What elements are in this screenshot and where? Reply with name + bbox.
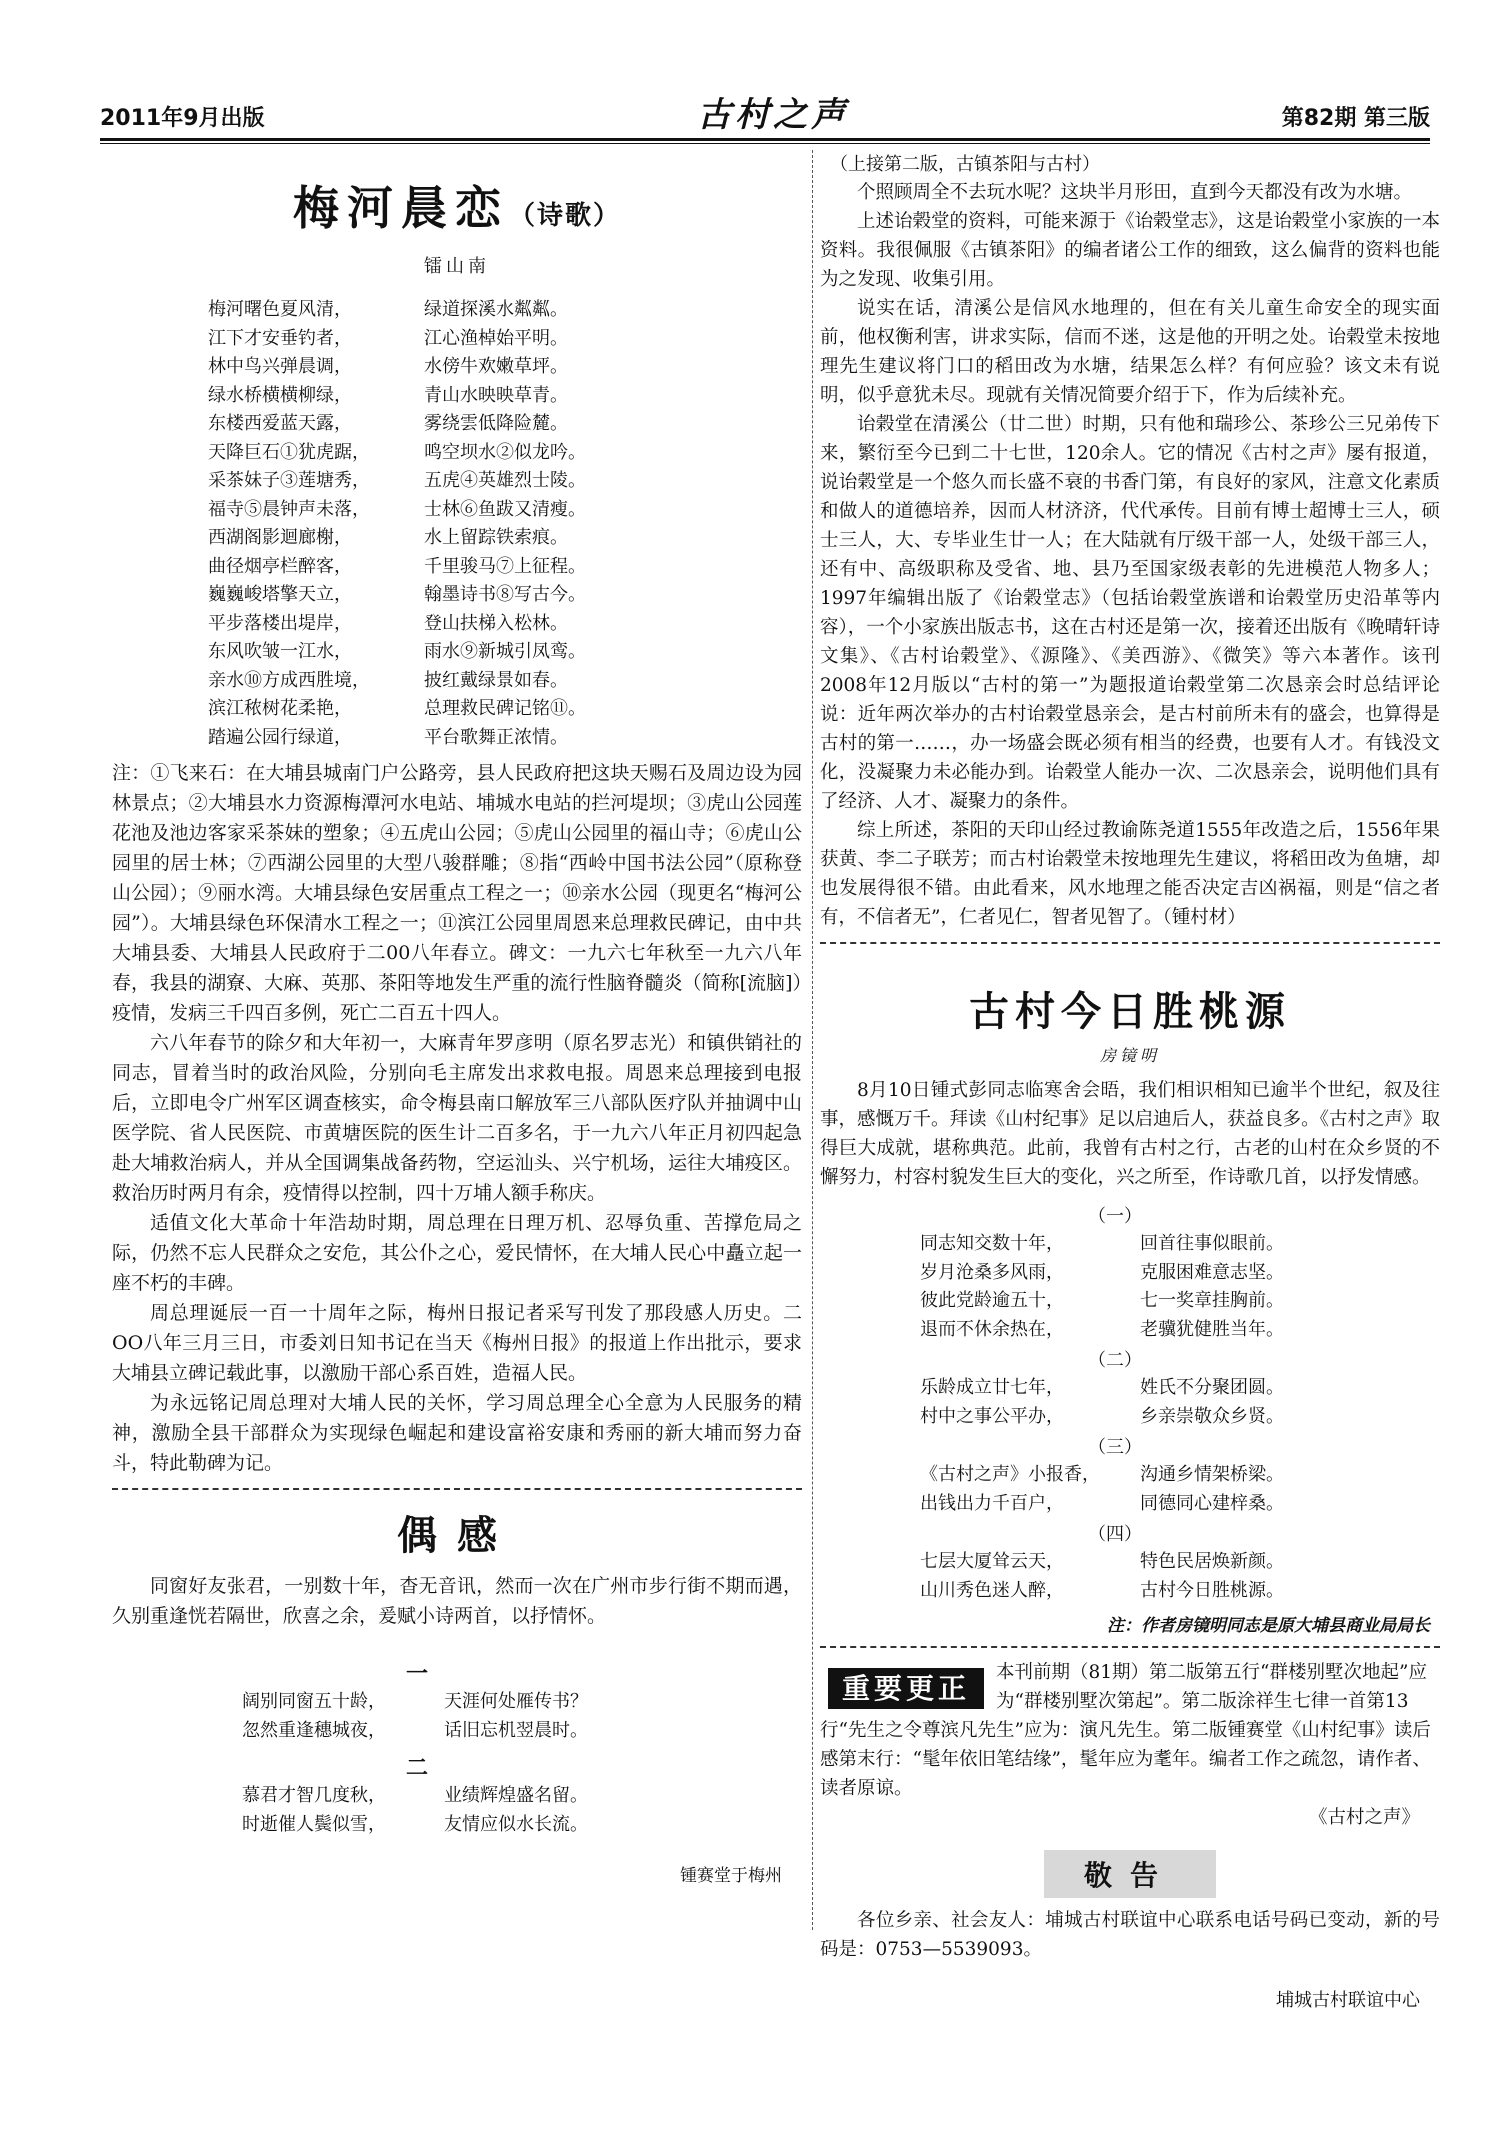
poem-line xyxy=(208,667,802,696)
paragraph: 为永远铭记周总理对大埔人民的关怀，学习周总理全心全意为人民服务的精神，激励全县干部群众为实现绿色崛起和建设富裕安康和秀丽的新大埔而努力奋斗，特此勒碑为记。 xyxy=(112,1392,802,1474)
poem3-title: 古村今日胜桃源 xyxy=(969,988,1291,1035)
poem-line-second-half: 古村今日胜桃源。 xyxy=(1140,1579,1284,1601)
poem3-section-3: （三） xyxy=(1088,1437,1142,1458)
correction-badge: 重要更正 xyxy=(828,1668,984,1709)
poem-line xyxy=(208,638,802,667)
poem-line-first-half: 七层大厦耸云天， xyxy=(920,1551,1064,1572)
poem-line-first-half: 岁月沧桑多风雨， xyxy=(920,1261,1064,1283)
section-divider xyxy=(820,1646,1440,1648)
continuation-note: （上接第二版，古镇茶阳与古村） xyxy=(830,154,1100,175)
paragraph: 诒榖堂在清溪公（廿二世）时期，只有他和瑞珍公、茶珍公三兄弟传下来，繁衍至今已到二十七世，120余人。它的情况《古村之声》屡有报道，说诒榖堂是一个悠久而长盛不衰的书香门第，有良好的家风，注意文化素质和做人的道德培养，因而人材济济，代代承传。目前有博士超博士三人，硕士三人，大、专毕业生廿一人；在大陆就有厅级干部一人，处级干部三人，还有中、高级职称及受省、地、县乃至国家级表彰的先进模范人物多人；1997年编辑出版了《诒榖堂志》（包括诒榖堂族谱和诒榖堂历史沿革等内容），一个小家族出版志书，这在古村还是第一次，接着还出版有《晚晴轩诗文集》、《古村诒榖堂》、《源隆》、《美西游》、《微笑》等六本著作。该刊2008年12月版以“古村的第一”为题报道诒榖堂第二次恳亲会时总结评论说：近年两次举办的古村诒榖堂恳亲会，是古村前所未有的盛会，也算得是古村的第一……，办一场盛会既必须有相当的经费，也要有人才。有钱没文化，没凝聚力未必能办到。诒榖堂人能办一次、二次恳亲会，说明他们具有了经济、人才、凝聚力的条件。 xyxy=(820,414,1440,812)
poem-line-first-half: 时逝催人鬓似雪， xyxy=(242,1813,386,1835)
poem-line-second-half: 沟通乡情架桥梁。 xyxy=(1140,1464,1284,1485)
notice-title: 敬告 xyxy=(1044,1850,1216,1898)
poem3-section-2: （二） xyxy=(1088,1350,1142,1371)
poem-line xyxy=(208,382,802,411)
poem3-intro: 8月10日锺式彭同志临寒舍会晤，我们相识相知已逾半个世纪，叙及往事，感慨万千。拜读《山村纪事》足以启迪后人，获益良多。《古村之声》取得巨大成就，堪称典范。此前，我曾有古村之行，古老的山村在众乡贤的不懈努力，村容村貌发生巨大的变化，兴之所至，作诗歌几首，以抒发情感。 xyxy=(820,1080,1440,1188)
issue-number: 第82期 第三版 xyxy=(1281,106,1430,131)
poem-line-first-half: 亲水⑩方成西胜境， xyxy=(208,669,370,691)
poem-line xyxy=(920,1230,1440,1259)
poem3-section-4: （四） xyxy=(1088,1524,1142,1545)
poem-line-first-half: 巍巍峻塔擎天立， xyxy=(208,584,352,605)
poem-line xyxy=(920,1403,1440,1432)
column-divider xyxy=(812,150,813,1930)
poem-title xyxy=(112,172,802,238)
correction-notice xyxy=(820,1658,1440,1832)
poem-line xyxy=(920,1490,1440,1519)
poem-line-first-half: 滨江秾树花柔艳， xyxy=(208,698,352,719)
paragraph: 个照顾周全不去玩水呢？这块半月形田，直到今天都没有改为水塘。 xyxy=(857,182,1413,203)
poem-line-first-half: 平步落楼出堤岸， xyxy=(208,612,352,634)
poem2-signature: 锺赛堂于梅州 xyxy=(680,1866,782,1886)
poem-line xyxy=(208,296,802,325)
poem-line-first-half: 踏遍公园行绿道， xyxy=(208,726,352,748)
poem-line-second-half: 话旧忘机翌晨时。 xyxy=(444,1719,588,1741)
poem-line-first-half: 同志知交数十年， xyxy=(920,1233,1064,1254)
poem-line-second-half: 平台歌舞正浓情。 xyxy=(424,726,568,748)
poem-line-first-half: 梅河曙色夏风清， xyxy=(208,299,352,320)
paragraph: 适值文化大革命十年浩劫时期，周总理在日理万机、忍辱负重、苦撑危局之际，仍然不忘人民群众之安危，其公仆之心，爱民情怀，在大埔人民心中矗立起一座不朽的丰碑。 xyxy=(112,1212,802,1294)
poem2-section-2: 二 xyxy=(405,1755,428,1781)
poem-line-second-half: 士林⑥鱼跋又清瘦。 xyxy=(424,498,586,520)
poem-line-first-half: 天降巨石①犹虎踞， xyxy=(208,441,370,463)
left-column xyxy=(112,150,802,1886)
poem3-verse-2 xyxy=(920,1374,1440,1431)
poem-line-first-half: 东楼西爱蓝天露， xyxy=(208,413,352,434)
right-column xyxy=(820,150,1440,2012)
poem-line-second-half: 青山水映映草青。 xyxy=(424,384,568,406)
section-divider xyxy=(820,942,1440,944)
poem-line-first-half: 彼此党龄逾五十， xyxy=(920,1290,1064,1311)
poem-line xyxy=(920,1374,1440,1403)
newspaper-title: 古村之声 xyxy=(697,95,850,135)
poem-line-second-half: 雾绕雲低降险麓。 xyxy=(424,413,568,434)
notice-text: 各位乡亲、社会友人：埔城古村联谊中心联系电话号码已变动，新的号码是：0753—5539093。 xyxy=(820,1910,1440,1960)
poem-line-second-half: 千里骏马⑦上征程。 xyxy=(424,555,586,577)
poem-line-first-half: 曲径烟亭栏醉客， xyxy=(208,555,352,577)
poem-line-second-half: 天涯何处雁传书？ xyxy=(444,1691,588,1712)
poem-line-second-half: 水上留踪铁索痕。 xyxy=(424,527,568,548)
poem-line-second-half: 翰墨诗书⑧写古今。 xyxy=(424,584,586,605)
poem-line xyxy=(920,1316,1440,1345)
poem3-body xyxy=(820,1202,1440,1605)
poem-line-first-half: 福寺⑤晨钟声未落， xyxy=(208,498,370,520)
correction-signature: 《古村之声》 xyxy=(1308,1807,1420,1828)
poem-line xyxy=(208,553,802,582)
poem-title-text: 梅河晨恋 xyxy=(292,181,509,235)
poem-line xyxy=(920,1287,1440,1316)
poem2-section-1: 一 xyxy=(405,1661,428,1687)
poem-line-second-half: 回首往事似眼前。 xyxy=(1140,1233,1284,1254)
notes-paragraphs xyxy=(112,1028,802,1478)
poem-line-first-half: 慕君才智几度秋， xyxy=(242,1785,386,1806)
poem-line xyxy=(242,1811,802,1840)
paragraph: 六八年春节的除夕和大年初一，大麻青年罗彦明（原名罗志光）和镇供销社的同志，冒着当时的政治风险，分别向毛主席发出求救电报。周恩来总理接到电报后，立即电令广州军区调查核实，命令梅县南口解放军三八部队医疗队并抽调中山医学院、省人民医院、市黄塘医院的医生计二百多名，于一九六八年正月初四起急赴大埔救治病人，并从全国调集战备药物，空运汕头、兴宁机场，运往大埔疫区。救治历时两月有余，疫情得以控制，四十万埔人额手称庆。 xyxy=(112,1032,802,1204)
poem-line-second-half: 鸣空坝水②似龙吟。 xyxy=(424,441,586,463)
poem-line-second-half: 总理救民碑记铭⑪。 xyxy=(424,698,586,719)
poem-line-second-half: 乡亲崇敬众乡贤。 xyxy=(1140,1405,1284,1427)
poem-line-first-half: 村中之事公平办， xyxy=(920,1405,1064,1427)
paragraph: 综上所述，茶阳的天印山经过教谕陈尧道1555年改造之后，1556年果获黄、李二子联芳；而古村诒榖堂未按地理先生建议，将稻田改为鱼塘，却也发展得很不错。由此看来，风水地理之能否决定吉凶祸福，则是“信之者有，不信者无”，仁者见仁，智者见智了。（锺村材） xyxy=(820,820,1440,928)
poem-line xyxy=(208,325,802,354)
poem-line xyxy=(208,496,802,525)
poem-line xyxy=(920,1461,1440,1490)
poem-genre: （诗歌） xyxy=(508,201,621,231)
poem-line xyxy=(920,1548,1440,1577)
issue-date: 2011年9月出版 xyxy=(100,106,265,131)
poem-line-first-half: 西湖阁影迴廊榭， xyxy=(208,527,352,548)
poem-line-first-half: 《古村之声》小报香， xyxy=(920,1464,1100,1485)
poem-line xyxy=(208,695,802,724)
correction-text: 本刊前期（81期）第二版第五行“群楼别墅次地起”应为“群楼别墅次第起”。第二版涂祥生七律一首第13行“先生之令尊滨凡先生”应为：演凡先生。第二版锺赛堂《山村纪事》读后感第末行：“髦年依旧笔结缘”，髦年应为耄年。编者工作之疏忽，请作者、读者原谅。 xyxy=(820,1662,1431,1799)
poem-line-first-half: 忽然重逢穗城夜， xyxy=(242,1719,386,1741)
poem-line-first-half: 江下才安垂钓者， xyxy=(208,327,352,349)
poem3-verse-4 xyxy=(920,1548,1440,1605)
poem3-verse-1 xyxy=(920,1230,1440,1344)
poem-line-second-half: 披红戴绿景如春。 xyxy=(424,669,568,691)
poem-line-first-half: 东风吹皱一江水， xyxy=(208,641,352,662)
article-body xyxy=(820,178,1440,932)
poem-line xyxy=(242,1782,802,1811)
poem-line xyxy=(208,581,802,610)
section-divider xyxy=(112,1488,802,1490)
poem-line xyxy=(242,1717,802,1746)
poem2-verse-1 xyxy=(242,1688,802,1745)
poem-line-second-half: 江心渔棹始平明。 xyxy=(424,327,568,349)
poem-line-second-half: 同德同心建梓桑。 xyxy=(1140,1492,1284,1514)
poem2-title: 偶感 xyxy=(397,1512,517,1559)
poem-line-second-half: 雨水⑨新城引凤鸾。 xyxy=(424,641,586,662)
poem-line-first-half: 出钱出力千百户， xyxy=(920,1492,1064,1514)
poem3-section-1: （一） xyxy=(1088,1206,1142,1227)
paragraph: 周总理诞辰一百一十周年之际，梅州日报记者采写刊发了那段感人历史。二OO八年三月三日，市委刘日知书记在当天《梅州日报》的报道上作出批示，要求大埔县立碑记载此事，以激励干部心系百姓，造福人民。 xyxy=(112,1302,802,1384)
poem-line-first-half: 林中鸟兴弹晨调， xyxy=(208,356,352,377)
poem-line xyxy=(208,439,802,468)
poem-line xyxy=(208,353,802,382)
poem-line xyxy=(208,467,802,496)
poem-line-second-half: 友情应似水长流。 xyxy=(444,1813,588,1835)
poem-line-second-half: 绿道探溪水粼粼。 xyxy=(424,299,568,320)
poem-line-second-half: 登山扶梯入松林。 xyxy=(424,612,568,634)
masthead xyxy=(100,92,1430,141)
poem-line-first-half: 山川秀色迷人醉， xyxy=(920,1579,1064,1601)
notice-heading xyxy=(820,1850,1440,1898)
masthead-rule xyxy=(100,143,1430,144)
poem-line-second-half: 七一奖章挂胸前。 xyxy=(1140,1290,1284,1311)
poem2-verse-2 xyxy=(242,1782,802,1839)
poem-line-second-half: 特色民居焕新颜。 xyxy=(1140,1551,1284,1572)
poem3-verse-3 xyxy=(920,1461,1440,1518)
poem-line xyxy=(920,1259,1440,1288)
poem-body xyxy=(208,296,802,752)
poem-line-first-half: 采茶妹子③莲塘秀， xyxy=(208,470,370,491)
poem-line xyxy=(208,610,802,639)
paragraph: 说实在话，清溪公是信风水地理的，但在有关儿童生命安全的现实面前，他权衡利害，讲求实际，信而不迷，这是他的开明之处。诒榖堂未按地理先生建议将门口的稻田改为水塘，结果怎么样？有何应验？该文未有说明，似乎意犹未尽。现就有关情况简要介绍于下，作为后续补充。 xyxy=(820,298,1440,406)
poem-line-second-half: 老骥犹健胜当年。 xyxy=(1140,1318,1284,1340)
poem-notes: 注：①飞来石：在大埔县城南门户公路旁，县人民政府把这块天赐石及周边设为园林景点；②大埔县水力资源梅潭河水电站、埔城水电站的拦河堤坝；③虎山公园莲花池及池边客家采茶妹的塑象；④五虎山公园；⑤虎山公园里的福山寺；⑥虎山公园里的居士林；⑦西湖公园里的大型八骏群雕；⑧指“西岭中国书法公园”（原称登山公园）；⑨丽水湾。大埔县绿色安居重点工程之一；⑩亲水公园（现更名“梅河公园”）。大埔县绿色环保清水工程之一；⑪滨江公园里周恩来总理救民碑记，由中共大埔县委、大埔县人民政府于二00八年春立。碑文：一九六七年秋至一九六八年春，我县的湖寮、大麻、英那、茶阳等地发生严重的流行性脑脊髓炎（简称[流脑]）疫情，发病三千四百多例，死亡二百五十四人。 xyxy=(112,762,802,1024)
poem3-note: 注：作者房镜明同志是原大埔县商业局局长 xyxy=(1107,1616,1430,1636)
poem-line-second-half: 业绩辉煌盛名留。 xyxy=(444,1785,588,1806)
poem-line-first-half: 乐龄成立廿七年， xyxy=(920,1377,1064,1398)
poem-line xyxy=(208,524,802,553)
poem-line-second-half: 水傍牛欢嫩草坪。 xyxy=(424,356,568,377)
poem-line xyxy=(242,1688,802,1717)
poem-line-second-half: 五虎④英雄烈士陵。 xyxy=(424,470,586,491)
poem-line xyxy=(208,724,802,753)
poem-line-second-half: 姓氏不分聚团圆。 xyxy=(1140,1377,1284,1398)
poem-line-second-half: 克服困难意志坚。 xyxy=(1140,1261,1284,1283)
poem-line xyxy=(920,1577,1440,1606)
poem-line xyxy=(208,410,802,439)
paragraph: 上述诒榖堂的资料，可能来源于《诒榖堂志》，这是诒榖堂小家族的一本资料。我很佩服《古镇茶阳》的编者诸公工作的细致，这么偏背的资料也能为之发现、收集引用。 xyxy=(820,211,1440,290)
poem-author: 镭山南 xyxy=(424,256,490,277)
poem-line-first-half: 阔别同窗五十龄， xyxy=(242,1691,386,1712)
poem3-author: 房镜明 xyxy=(1099,1046,1160,1065)
notice-signature: 埔城古村联谊中心 xyxy=(1276,1990,1420,2011)
poem2-intro: 同窗好友张君，一别数十年，杳无音讯，然而一次在广州市步行街不期而遇，久别重逢恍若隔世，欣喜之余，爰赋小诗两首，以抒情怀。 xyxy=(112,1575,802,1627)
poem-line-first-half: 绿水桥横横柳绿， xyxy=(208,384,352,406)
poem-line-first-half: 退而不休余热在， xyxy=(920,1318,1064,1340)
